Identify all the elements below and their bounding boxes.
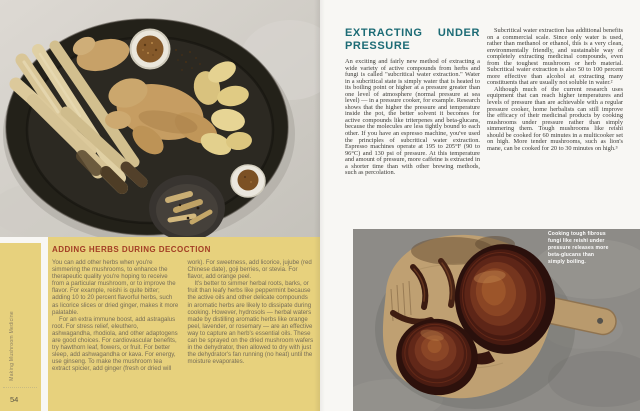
spine-strip — [0, 243, 41, 411]
page-number: 54 — [10, 395, 19, 404]
sidebar-paragraph: work). For sweetness, add licorice, jujube (red Chinese date), goji berries, or stevia. For flavor, add orange peel. — [187, 259, 312, 281]
article-column-2 — [487, 28, 623, 152]
spice-ramekin — [131, 30, 170, 69]
sidebar-column-1 — [52, 259, 179, 373]
sidebar-paragraph: You can add other herbs when you're simmering the mushrooms, to enhance the therapeutic quality you're hoping to receive from a particular mushroom, or to improve the flavor. For example, reishi is quite bitter; adding 10 to 20 percent flavorful herbs, such as licorice slices or dried ginger, makes it more palatable. — [52, 259, 179, 316]
right-page — [320, 0, 640, 411]
spice-bowl — [231, 165, 265, 197]
spine-rule — [3, 387, 37, 388]
sidebar-box-title: ADDING HERBS DURING DECOCTION — [52, 245, 211, 254]
article-title: EXTRACTING UNDER PRESSURE — [345, 27, 480, 52]
sidebar-paragraph: It's better to simmer herbal roots, barks, or fruit than leafy herbs like peppermint because the active oils and other delicate compounds in aromatic herbs are likely to dissipate during cooking. However, hydrosols — herbal waters made by distilling aromatic herbs like orange peel, lavender, or rosemary — are an effective way to capture an herb's essential oils. These can be sprayed on the dried mushroom wafers in the dehydrator, then allowed to dry with just the dehydrator's fan running (no heat) until the moisture evaporates. — [187, 280, 314, 366]
photo-caption: Cooking tough fibrous fungi like reishi under pressure releases more beta-glucans than simply boiling. — [548, 231, 609, 265]
article-paragraph: Although much of the current research uses equipment that can reach higher temperatures and levels of pressure than are achievable with a regular pressure cooker, home herbalists can still improve the efficacy of their medicinal products by cooking mushrooms under pressure rather than simply simmering them. Tough mushrooms like reishi should be cooked for 60 minutes in a multicooker set on high. More tender mushrooms, such as lion's mane, can be cooked for 20 to 30 minutes on high.³ — [487, 85, 623, 152]
article-paragraph: Subcritical water extraction has additional benefits on a commercial scale. Since only water is used, rather than methanol or ethanol, this is a very clean, environmentally friendly, and sustainable way of completely extracting medicinal compounds, even from the toughest mushroom or herb material. Subcritical water extraction is also 50 to 100 percent more effective than alcohol at extracting many constituents that are usually not soluble in water.² — [487, 27, 623, 87]
sidebar-paragraph: For an extra immune boost, add astragalus root. For stress relief, eleuthero, ashwagandha, rhodiola, and other adaptogens are good choices. For cardiovascular benefits, try hawthorn leaf, flowers, or fruit. For better sleep, add ashwagandha or kava. For energy, use ginseng. To make the mushroom tea extract spicier, add ginger (fresh or dried will — [52, 315, 178, 373]
spine-label: Making Mushroom Medicine — [9, 311, 15, 381]
sidebar-box — [48, 237, 320, 411]
article-column-1 — [345, 27, 480, 177]
gutter-shadow — [320, 0, 325, 411]
herbs-bowl-photo — [0, 0, 320, 237]
article-paragraph: An exciting and fairly new method of extracting a wide variety of active compounds from herbs and fungi is called "subcritical water extraction." Water in a subcritical state is simply water that is heated to its boiling point or higher at a pressure greater than one level of atmosphere (normal pressure at sea level) — in a pressure cooker, for example. Research shows that the higher the pressure and temperature inside the pot, the better solvent it becomes for active compounds like triterpenes and beta-glucans, because the molecules are less tightly bound to each other. If you have an espresso machine, you've used the principles of subcritical water extraction. Espresso machines operate at 195 to 205°F (90 to 96°C) and 130 psi of pressure. At this temperature and amount of pressure, more caffeine is extracted in a shorter time than with other brewing methods, such as percolation. — [345, 58, 480, 177]
sidebar-column-2 — [188, 259, 315, 373]
